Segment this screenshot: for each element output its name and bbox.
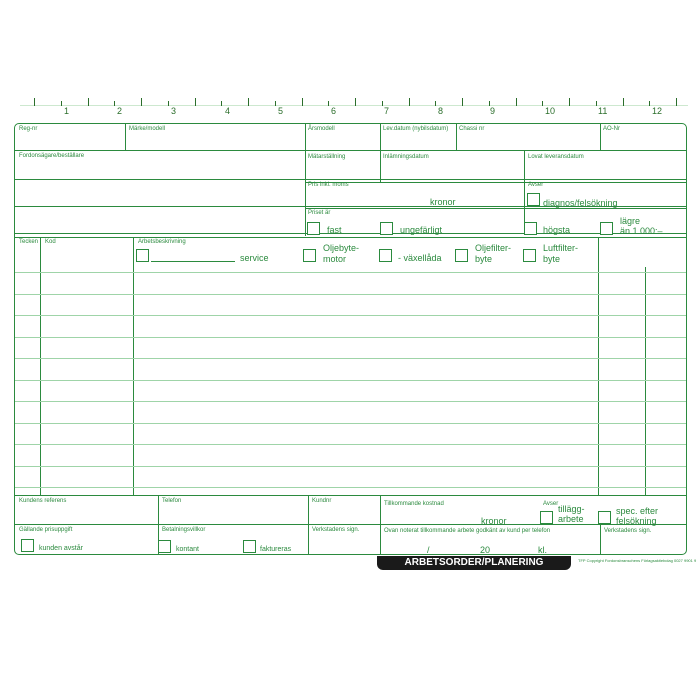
ruler-tick xyxy=(542,101,543,106)
work-row-line xyxy=(15,423,686,424)
verkstadens-sign-label: Verkstadens sign. xyxy=(312,527,360,533)
spec-label-2: felsökning xyxy=(616,516,657,526)
ruler-tick xyxy=(34,98,35,106)
work-row-line xyxy=(15,272,686,273)
arsmodell-label: Årsmodell xyxy=(308,126,335,132)
leveransdatum-label: Lev.datum (nybilsdatum) xyxy=(383,126,449,132)
ruler-tick xyxy=(141,98,142,106)
divider xyxy=(125,124,126,151)
work-row-line xyxy=(15,315,686,316)
ruler-tick xyxy=(435,101,436,106)
divider xyxy=(133,237,134,495)
tillkommande-kostnad-label: Tillkommande kostnad xyxy=(384,501,444,507)
ruler-number: 7 xyxy=(384,106,390,116)
ruler-tick xyxy=(195,98,196,106)
vaxellada-label: - växellåda xyxy=(398,253,442,263)
arbetsbeskrivning-label: Arbetsbeskrivning xyxy=(138,239,186,245)
ruler-tick xyxy=(649,101,650,106)
work-row-line xyxy=(15,294,686,295)
ruler-tick xyxy=(302,98,303,106)
ruler-number: 9 xyxy=(490,106,496,116)
betalningsvillkor-label: Betalningsvillkor xyxy=(162,527,206,533)
verkstadens-sign2-label: Verkstadens sign. xyxy=(604,528,652,534)
oljebyte-motor-label-1: Oljebyte- xyxy=(323,243,360,253)
oljefilter-label-1: Oljefilter- xyxy=(475,243,512,253)
ruler-tick xyxy=(248,98,249,106)
ruler-tick xyxy=(114,101,115,106)
diagnos-label: diagnos/felsökning xyxy=(543,198,618,208)
ruler-tick xyxy=(596,101,597,106)
ruler-number: 10 xyxy=(545,106,556,116)
hogsta-checkbox[interactable] xyxy=(524,222,537,235)
priset-ar-label: Priset är xyxy=(308,210,331,216)
fast-label: fast xyxy=(327,225,342,235)
oljebyte-motor-checkbox[interactable] xyxy=(303,249,316,262)
kontant-checkbox[interactable] xyxy=(158,540,171,553)
service-checkbox[interactable] xyxy=(136,249,149,262)
service-label: service xyxy=(240,253,269,263)
kod-label: Kod xyxy=(45,239,56,245)
ruler-number: 5 xyxy=(278,106,284,116)
ruler-number: 3 xyxy=(171,106,177,116)
work-row-line xyxy=(15,401,686,402)
ruler-number: 8 xyxy=(438,106,444,116)
tillkommande-kronor-label: kronor xyxy=(481,516,507,526)
ruler-tick xyxy=(623,98,624,106)
work-row-line xyxy=(15,487,686,488)
divider xyxy=(40,237,41,495)
ruler-number: 11 xyxy=(598,106,608,116)
ungefarligt-checkbox[interactable] xyxy=(380,222,393,235)
avser-label: Avser xyxy=(528,182,544,188)
luftfilter-label-2: byte xyxy=(543,254,561,264)
ruler-tick xyxy=(328,101,329,106)
ruler-number: 6 xyxy=(331,106,337,116)
work-row-line xyxy=(15,337,686,338)
divider xyxy=(308,495,309,554)
kronor-label: kronor xyxy=(430,197,456,207)
matarstallning-label: Mätarställning xyxy=(308,154,346,160)
lagre-checkbox[interactable] xyxy=(600,222,613,235)
spec-label-1: spec. efter xyxy=(616,506,659,516)
divider xyxy=(598,237,599,495)
ungefarligt-label: ungefärligt xyxy=(400,225,443,235)
divider xyxy=(305,124,306,236)
ruler-tick xyxy=(88,98,89,106)
lovat-leveransdatum-label: Lovat leveransdatum xyxy=(528,154,584,160)
kontant-label: kontant xyxy=(176,546,199,553)
ruler-tick xyxy=(168,101,169,106)
ruler-tick xyxy=(409,98,410,106)
klockslag-label: kl. xyxy=(538,545,547,555)
oljefilter-checkbox[interactable] xyxy=(455,249,468,262)
ruler-tick xyxy=(676,98,677,106)
bottom-avser-label: Avser xyxy=(543,501,559,507)
ruler-number: 2 xyxy=(117,106,123,116)
copyright-text: TFP Copyright Fordonsbranschens Förlagsaktiebolag 0027 9901 9 xyxy=(578,558,697,563)
ovan-noterat-label: Ovan noterat tillkommande arbete godkänt av kund per telefon xyxy=(384,528,551,534)
lagre-label-line1: lägre xyxy=(620,216,641,226)
divider xyxy=(15,524,686,525)
faktureras-checkbox[interactable] xyxy=(243,540,256,553)
chassi-nr-label: Chassi nr xyxy=(459,126,485,132)
work-row-line xyxy=(15,444,686,445)
ruler-tick xyxy=(221,101,222,106)
ruler-tick xyxy=(61,101,62,106)
work-order-form xyxy=(14,123,687,555)
year-prefix: 20 xyxy=(480,545,491,555)
divider xyxy=(600,124,601,151)
tillagg-arbete-checkbox[interactable] xyxy=(540,511,553,524)
divider xyxy=(380,495,381,554)
gallande-prisuppgift-label: Gällande prisuppgift xyxy=(19,527,73,533)
oljebyte-motor-label-2: motor xyxy=(323,254,347,264)
ruler-number: 4 xyxy=(225,106,231,116)
divider xyxy=(15,237,686,238)
divider xyxy=(305,182,686,183)
ruler-tick xyxy=(462,98,463,106)
divider xyxy=(380,124,381,182)
spec-felsokning-checkbox[interactable] xyxy=(598,511,611,524)
tillagg-label-2: arbete xyxy=(558,514,584,524)
form-title-bar: ARBETSORDER/PLANERING xyxy=(377,556,571,570)
tecken-label: Tecken xyxy=(19,239,39,245)
ruler-tick xyxy=(382,101,383,106)
ruler-tick xyxy=(516,98,517,106)
kunden-avstar-label: kunden avstår xyxy=(39,545,83,552)
divider xyxy=(305,208,686,209)
lagre-label-line2: än 1.000:– xyxy=(620,226,663,236)
kunden-avstar-checkbox[interactable] xyxy=(21,539,34,552)
fordonsagare-label: Fordonsägare/beställare xyxy=(19,153,85,159)
work-row-line xyxy=(15,380,686,381)
service-line xyxy=(151,261,235,262)
divider xyxy=(600,524,601,554)
divider xyxy=(15,150,686,151)
tillagg-label-1: tillägg- xyxy=(558,504,585,514)
pris-inkl-moms-label: Pris inkl. moms xyxy=(308,182,349,188)
fast-checkbox[interactable] xyxy=(307,222,320,235)
ruler-tick xyxy=(275,101,276,106)
luftfilter-label-1: Luftfilter- xyxy=(543,243,579,253)
work-row-line xyxy=(15,358,686,359)
reg-nr-label: Reg-nr xyxy=(19,126,38,132)
oljefilter-label-2: byte xyxy=(475,254,493,264)
luftfilter-checkbox[interactable] xyxy=(523,249,536,262)
kundens-referens-label: Kundens referens xyxy=(19,498,67,504)
date-slash: / xyxy=(427,545,430,555)
telefon-label: Telefon xyxy=(162,498,182,504)
inlamningsdatum-label: Inlämningsdatum xyxy=(383,154,429,160)
divider xyxy=(15,233,686,234)
work-row-line xyxy=(15,466,686,467)
ruler-number: 1 xyxy=(64,106,70,116)
faktureras-label: faktureras xyxy=(260,546,292,553)
ruler-number: 12 xyxy=(652,106,663,116)
vaxellada-checkbox[interactable] xyxy=(379,249,392,262)
ao-nr-label: AO-Nr xyxy=(603,126,620,132)
diagnos-checkbox[interactable] xyxy=(527,193,540,206)
divider xyxy=(456,124,457,151)
divider xyxy=(15,179,686,180)
ruler-tick xyxy=(355,98,356,106)
divider xyxy=(15,495,686,496)
divider xyxy=(645,267,646,495)
ruler-tick xyxy=(569,98,570,106)
kundnr-label: Kundnr xyxy=(312,498,332,504)
hogsta-label: högsta xyxy=(543,225,571,235)
marke-modell-label: Märke/modell xyxy=(129,126,166,132)
